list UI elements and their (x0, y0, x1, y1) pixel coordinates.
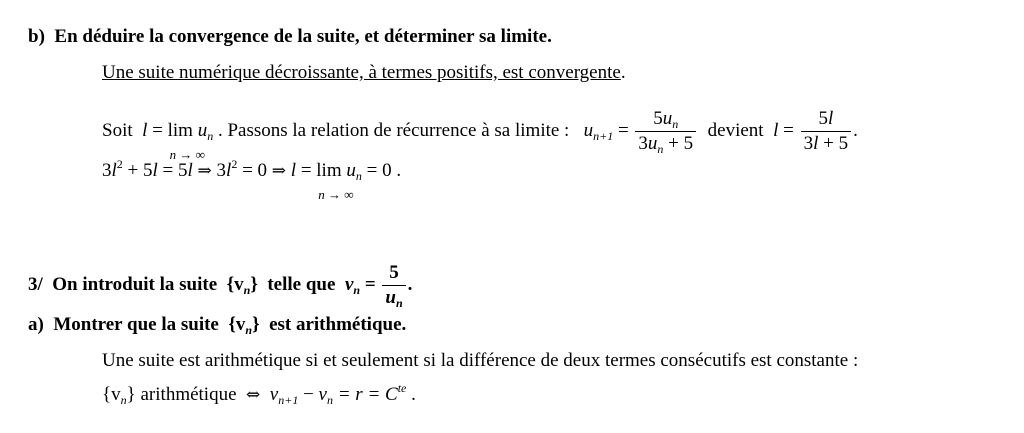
limit-operator: lim n → ∞ (167, 119, 205, 162)
limit-fraction: $\frac{5l}{3l + 5}$ (801, 108, 852, 155)
part-a-heading: a) Montrer que la suite $\{v_n\}$ est arithmétique. (28, 314, 407, 337)
part-3-marker: 3/ (28, 273, 43, 295)
recurrence-fraction: $\frac{5u_n}{3u_n + 5}$ (635, 108, 696, 155)
arithmetic-equivalence-line: $\{v_n\}$ arithmétique ⇔ $v_{n+1} - v_n = r = C^{te}$ . (102, 381, 416, 407)
theorem-text: Une suite numérique décroissante, à termes positifs, est convergente (102, 62, 621, 83)
part-b-marker: b) (28, 26, 45, 47)
implies-symbol: ⇒ (271, 161, 287, 181)
theorem-line: Une suite numérique décroissante, à termes positifs, est convergente. (102, 62, 626, 83)
v-definition-fraction: $\frac{5}{u_n}$ (382, 262, 405, 309)
part-a-marker: a) (28, 314, 44, 335)
equivalence-symbol: ⇔ (246, 385, 261, 405)
equation-solution-line: $3l^2 + 5l = 5l$ ⇒ $3l^2 = 0$ ⇒ l = lim n → ∞ $u_n = 0$ . (102, 157, 402, 202)
limit-operator: lim n → ∞ (316, 160, 354, 202)
part-b-heading (28, 26, 552, 48)
part-3-heading: 3/ On introduit la suite $\{v_n\}$ telle que $v_n$ = $\frac{5}{u_n}$ . (28, 262, 413, 310)
implies-symbol: ⇒ (197, 161, 212, 181)
limit-relation-line: Soit l = lim n → ∞ $u_n$ . Passons la relation de récurrence à sa limite : $u_{n+1}$ = $\frac{5u_n}{3u_n + 5}$ devient l = $\frac{5l}{3l + 5}$ . (102, 108, 858, 162)
arithmetic-definition: Une suite est arithmétique si et seulement si la différence de deux termes consécutifs est constante : (102, 350, 859, 371)
part-b-title: En déduire la convergence de la suite, et déterminer sa limite. (54, 26, 552, 47)
